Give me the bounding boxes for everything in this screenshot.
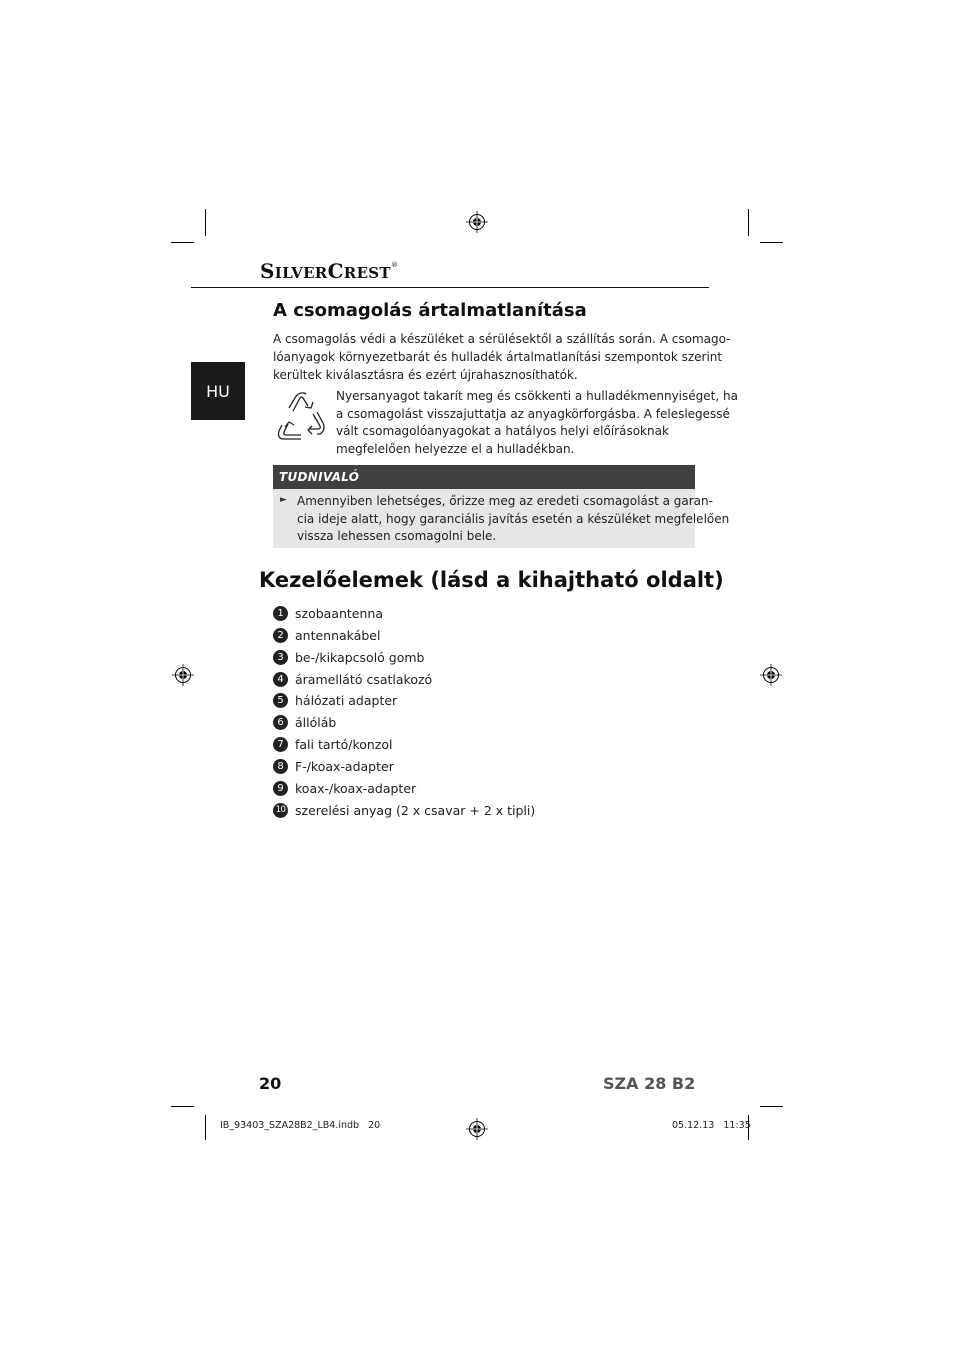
packaging-heading: A csomagolás ártalmatlanítása (273, 300, 587, 321)
brand-letter: S (260, 259, 275, 283)
crop-mark (760, 242, 783, 243)
item-label: áramellátó csatlakozó (295, 671, 433, 687)
list-item (273, 626, 380, 644)
item-number-badge: 10 (273, 803, 288, 818)
list-item (273, 779, 416, 797)
print-date: 05.12.13 11:35 (672, 1120, 751, 1131)
item-label: szerelési anyag (2 x csavar + 2 x tipli) (295, 802, 536, 818)
item-label: be-/kikapcsoló gomb (295, 649, 425, 665)
item-label: fali tartó/konzol (295, 736, 393, 752)
item-label: állóláb (295, 714, 337, 730)
item-number-badge: 4 (273, 672, 288, 687)
language-tab: HU (191, 362, 245, 420)
item-label: koax-/koax-adapter (295, 780, 417, 796)
registration-mark-icon (466, 211, 488, 233)
item-number-badge: 9 (273, 781, 288, 796)
item-number-badge: 8 (273, 759, 288, 774)
brand-letter: C (327, 259, 344, 283)
header-rule (191, 287, 709, 288)
paragraph-line: kerültek kiválasztásra és ezért újrahasznosíthatók. (273, 368, 578, 382)
controls-heading: Kezelőelemek (lásd a kihajtható oldalt) (259, 568, 724, 592)
model-number: SZA 28 B2 (603, 1074, 696, 1093)
bullet-arrow-icon: ► (280, 495, 287, 505)
item-label: hálózati adapter (295, 692, 398, 708)
paragraph-line: megfelelően helyezze el a hulladékban. (336, 441, 575, 456)
brand-logo (260, 259, 398, 283)
crop-mark (171, 242, 194, 243)
crop-mark (205, 209, 206, 236)
note-line: vissza lehessen csomagolni bele. (297, 529, 497, 543)
paragraph-line: a csomagolást visszajuttatja az anyagkörforgásba. A feleslegessé (336, 406, 730, 421)
registration-mark-icon (466, 1118, 488, 1140)
crop-mark (748, 209, 749, 236)
page-number: 20 (259, 1074, 282, 1093)
crop-mark (205, 1115, 206, 1140)
note-text (297, 493, 730, 546)
packaging-paragraph (273, 330, 731, 384)
registration-mark-icon (760, 664, 782, 686)
brand-letters: REST (343, 264, 391, 282)
item-number-badge: 2 (273, 628, 288, 643)
note-heading: TUDNIVALÓ (273, 465, 695, 489)
item-number-badge: 6 (273, 715, 288, 730)
registered-mark: ® (390, 261, 399, 269)
item-label: antennakábel (295, 627, 381, 643)
recycle-icon (273, 387, 329, 443)
list-item (273, 713, 336, 731)
item-number-badge: 1 (273, 606, 288, 621)
paragraph-line: Nyersanyagot takarít meg és csökkenti a hulladékmennyiséget, ha (336, 389, 738, 403)
crop-mark (760, 1106, 783, 1107)
list-item (273, 757, 394, 775)
paragraph-line: lóanyagok környezetbarát és hulladék ártalmatlanítási szempontok szerint (273, 350, 723, 364)
item-label: szobaantenna (295, 605, 383, 621)
note-line: cia ideje alatt, hogy garanciális javítás esetén a készüléket megfelelően (297, 511, 730, 526)
paragraph-line: A csomagolás védi a készüléket a sérülésektől a szállítás során. A csomago- (273, 332, 731, 346)
print-file-info: IB_93403_SZA28B2_LB4.indb 20 (220, 1120, 381, 1131)
registration-mark-icon (172, 664, 194, 686)
paragraph-line: vált csomagolóanyagokat a hatályos helyi előírásoknak (336, 424, 669, 438)
item-number-badge: 5 (273, 693, 288, 708)
crop-mark (171, 1106, 194, 1107)
note-box (273, 465, 730, 548)
item-label: F-/koax-adapter (295, 758, 394, 774)
list-item (273, 670, 432, 688)
note-line: Amennyiben lehetséges, őrizze meg az eredeti csomagolást a garan- (297, 494, 713, 508)
list-item (273, 801, 535, 819)
item-number-badge: 7 (273, 737, 288, 752)
brand-letters: ILVER (274, 264, 328, 282)
list-item (273, 691, 397, 709)
item-number-badge: 3 (273, 650, 288, 665)
list-item (273, 604, 383, 622)
list-item (273, 735, 393, 753)
list-item (273, 648, 425, 666)
recycle-paragraph (336, 388, 738, 458)
